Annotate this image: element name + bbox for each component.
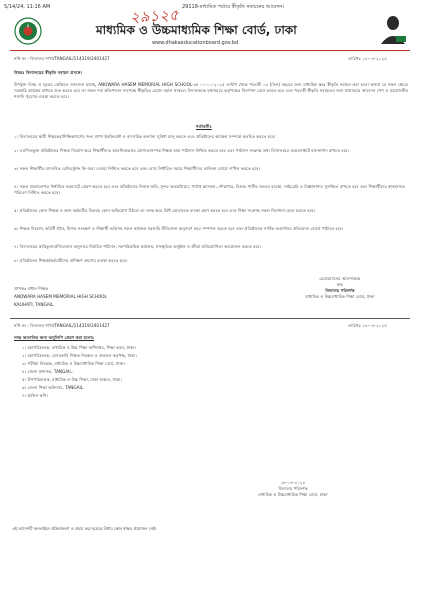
signature-mark: স্বাঃ	[337, 282, 343, 287]
signature2-date: ১৮-০৪-২০২৪	[280, 480, 306, 485]
print-timestamp: 5/14/24, 11:16 AM	[4, 4, 51, 10]
condition-item: ৫। প্রতিষ্ঠানের কোন শিক্ষক ও অন্য কর্মচারীর বিরুদ্ধে কোন অভিযোগ উঠলে তা তদন্ত করে বিধি মোতাবেক ব্যবস্থা গ্রহণ করতে হবে এবং শিক্ষা সংক্রান্ত সকল নির্দেশনা মেনে চলতে হবে।	[14, 208, 316, 213]
signature-order-line: চেয়ারম্যানের আদেশক্রমে	[319, 276, 361, 281]
memo-subject: বিষয়ঃ বিদ্যালয়ের স্বীকৃতি নবায়ন প্রসঙ্গে।	[14, 70, 82, 75]
handwritten-number: ২৯১২৫	[129, 5, 180, 27]
condition-item: ৮। প্রতিষ্ঠানের শিক্ষক/কর্মচারীদের প্রশিক্ষণ গ্রহণের ব্যবস্থা করতে হবে।	[14, 258, 128, 263]
conditions-heading: শর্তাবলীঃ	[196, 124, 212, 129]
signatory-title: বিদ্যালয় পরিদর্শক	[325, 288, 355, 293]
signature-block-2	[208, 480, 378, 498]
condition-item: ২। এমপিওভুক্ত প্রতিষ্ঠানের শিক্ষক নিয়োগ করে শিক্ষার্থীদের আবশ্যিকভাবে যোগ্যতাসম্পন্ন শিক্ষক দ্বারা পাঠদান নিশ্চিত করতে হবে এবং পাঠদান সংক্রান্ত তথ্য বিদ্যালয়ের ওয়েবসাইটে হালনাগাদ রাখতে হবে।	[14, 148, 350, 153]
footnote: এই আদেশটি অনলাইনে প্রক্রিয়াকরণ ও প্রচার করা হয়েছে বিধায় কোন স্বাক্ষর প্রয়োজন নেই।	[12, 526, 157, 531]
org-website: www.dhakaeducationboard.gov.bd	[152, 40, 239, 46]
section-divider	[10, 318, 410, 319]
condition-item: ৭। বিদ্যালয়ের কারিকুলাম/সিলেবাস অনুসারে নিয়মিত পাঠদান, সহপাঠক্রমিক কার্যক্রম, সাংস্কৃতিক অনুষ্ঠান ও ক্রীড়া প্রতিযোগিতা আয়োজন করতে হবে।	[14, 244, 261, 249]
portrait-image	[378, 12, 408, 44]
distribution-item: ৪। জেলা প্রশাসক, TANGAIL.	[22, 369, 74, 374]
memo-date: তারিখঃ ১৮-০৪-২০২৪	[348, 56, 387, 61]
distribution-heading: সদয় অবগতির জন্য অনুলিপি প্রেরণ করা হলোঃ	[14, 335, 95, 340]
signatory2-org: মাধ্যমিক ও উচ্চমাধ্যমিক শিক্ষা বোর্ড, ঢাকা	[258, 492, 328, 497]
memo-body: উপর্যুক্ত বিষয় ও সূত্রের প্রেক্ষিতে জানানো যাচ্ছে, ANOWARA HASEM MEMORIAL HIGH SCHOOL-কে ০১-০১-২০২৫ তারিখ থেকে পরবর্তী ০৩ (তিন) বছরের জন্য মাধ্যমিক স্তরে স্বীকৃতি নবায়ন করা হলো অথবা যে সকল ক্ষেত্রে সরকারি কার্যক্রম মাধ্যমে শুরু করতে হবে তা সকল শর্ত প্রতিপালন সাপেক্ষে স্বীকৃতির মেয়াদ বহাল থাকবে। বিদ্যালয়কে যথাসময়ে কর্তৃপক্ষের নির্দেশনা মেনে চলতে হবে এবং পরবর্তী স্বীকৃতি নবায়নের জন্য যথাসময়ে আবেদন পেশ ও প্রয়োজনীয় শর্তাদি পূরণের ব্যবস্থা করতে হবে।	[14, 82, 408, 100]
distribution-item: ৬। জেলা শিক্ষা অফিসার, TANGAIL.	[22, 385, 85, 390]
document-title: 29118-মাধ্যমিক পর্যায়ে স্বীকৃতি নবায়নের আবেদন।	[182, 4, 285, 10]
page-header	[0, 0, 429, 12]
condition-item: ৬। শিক্ষক নিয়োগ, কমিটি গঠন, হিসাব সংরক্ষণ ও শিক্ষার্থী ভর্তিসহ সকল কার্যক্রম সরকারি নীতিমালা অনুসরণ করে সম্পাদন করতে হবে এবং প্রতিষ্ঠানের সার্বিক অগ্রগতির প্রতিবেদন বোর্ডে পাঠাতে হবে।	[14, 226, 344, 231]
distribution-item: ৭। অফিস কপি।	[22, 393, 49, 398]
signatory-org: মাধ্যমিক ও উচ্চমাধ্যমিক শিক্ষা বোর্ড, ঢাকা	[305, 294, 375, 299]
recipient-location: KALIHATI, TANGAIL.	[14, 302, 55, 307]
memo2-date: তারিখঃ ১৮-০৪-২০২৪	[348, 323, 387, 328]
board-seal-icon	[14, 17, 42, 45]
org-name: মাধ্যমিক ও উচ্চমাধ্যমিক শিক্ষা বোর্ড, ঢাকা	[96, 23, 297, 37]
recipient-school: ANOWARA HASEM MEMORIAL HIGH SCHOOL	[14, 294, 107, 299]
distribution-item: ১। মহাপরিচালক, মাধ্যমিক ও উচ্চ শিক্ষা অধিদপ্তর, শিক্ষা ভবন, ঢাকা।	[22, 345, 136, 350]
condition-item: ৪। সকল প্রত্যায়নপত্র নির্ধারিত ফরম্যাটে প্রেরণ করতে হবে এবং প্রতিষ্ঠানের নিজস্ব জমি, সুন্দর অবকাঠামো, পর্যাপ্ত ক্লাসরুম, শৌচাগার, বিশুদ্ধ পানীয় জলের ব্যবস্থা, লাইব্রেরি ও বিজ্ঞানাগার সুসজ্জিত রাখতে হবে এবং শিক্ষার্থীদের স্বাস্থ্যসম্মত পরিবেশ নিশ্চিত করতে হবে।	[14, 184, 405, 196]
condition-item: ৩। সকল শিক্ষার্থীর বাৎসরিক রেজিস্ট্রেশন ফি জমা দেওয়া নিশ্চিত করতে হবে এবং বোর্ড নির্ধারিত সময়ে শিক্ষার্থীদের তালিকা বোর্ডে দাখিল করতে হবে।	[14, 166, 260, 171]
letterhead-divider	[10, 50, 410, 51]
memo-reference: নথি নং - বিদ্যালয় শাখা/TANGAIL/114319/2401427	[14, 56, 110, 61]
signature-block	[280, 276, 400, 300]
distribution-item: ৩। পরীক্ষা নিয়ন্ত্রক, মাধ্যমিক ও উচ্চমাধ্যমিক শিক্ষা বোর্ড, ঢাকা।	[22, 361, 126, 366]
condition-item: ১। বিদ্যালয়ের স্থায়ী শিক্ষকের/শিক্ষিকাগণের জন্য প্রাপ্য ইনক্রিমেন্ট ও বাৎসরিক অন্যান্য সুবিধা চালু করতে এবং প্রতিষ্ঠানের কার্যক্রম সম্পর্কে অবহিত করতে হবে।	[14, 134, 276, 139]
memo2-reference: নথি নং - বিদ্যালয় শাখা/TANGAIL/114319/2401427	[14, 323, 110, 328]
signatory2-title: বিদ্যালয় পরিদর্শক	[278, 486, 308, 491]
distribution-item: ২। মহাপরিচালক, বেসরকারি শিক্ষক নিবন্ধন ও প্রত্যয়ন কর্তৃপক্ষ, ঢাকা।	[22, 353, 137, 358]
distribution-item: ৫। উপপরিচালক, মাধ্যমিক ও উচ্চ শিক্ষা, ঢাকা অঞ্চল, ঢাকা।	[22, 377, 122, 382]
recipient-label: প্রাপকঃ প্রধান শিক্ষক	[14, 286, 49, 291]
